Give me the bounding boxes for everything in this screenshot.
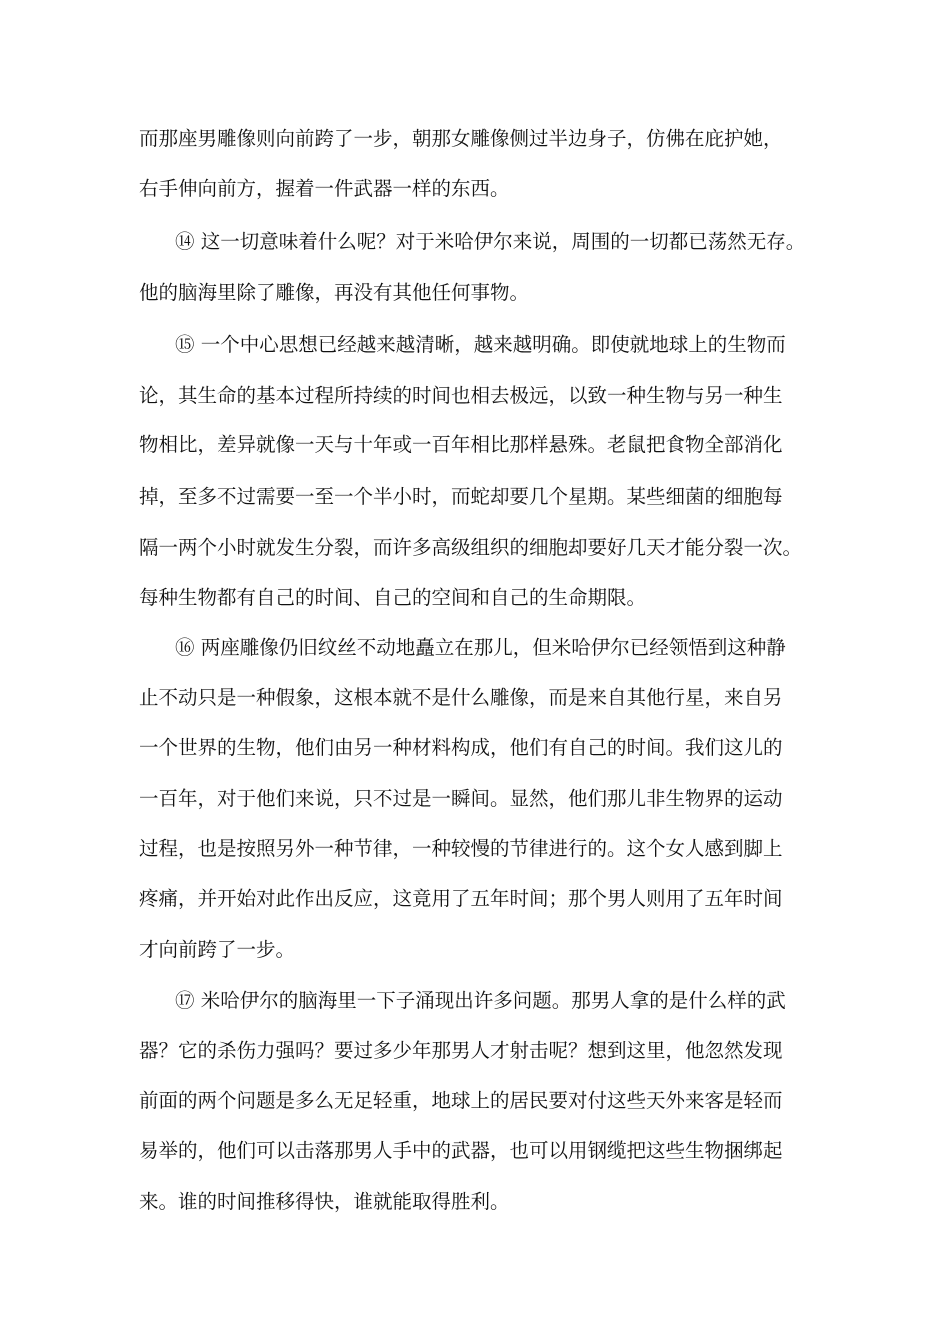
text-line: 他的脑海里除了雕像，再没有其他任何事物。 <box>139 281 530 304</box>
text-line: 论，其生命的基本过程所持续的时间也相去极远，以致一种生物与另一种生 <box>139 384 783 407</box>
text-line: 而那座男雕像则向前跨了一步，朝那女雕像侧过半边身子，仿佛在庇护她， <box>139 127 783 150</box>
text-line: 来。谁的时间推移得快，谁就能取得胜利。 <box>139 1190 510 1213</box>
text-line: 一百年，对于他们来说，只不过是一瞬间。显然，他们那儿非生物界的运动 <box>139 787 783 810</box>
text-line: ⑭ 这一切意味着什么呢？对于米哈伊尔来说，周围的一切都已荡然无存。 <box>175 230 806 253</box>
text-line: 疼痛，并开始对此作出反应，这竟用了五年时间；那个男人则用了五年时间 <box>139 887 783 910</box>
text-line: 器？它的杀伤力强吗？要过多少年那男人才射击呢？想到这里，他忽然发现 <box>139 1039 783 1062</box>
text-line: 每种生物都有自己的时间、自己的空间和自己的生命期限。 <box>139 586 647 609</box>
text-line: 右手伸向前方，握着一件武器一样的东西。 <box>139 177 510 200</box>
text-line: 才向前跨了一步。 <box>139 938 296 961</box>
text-line: 易举的，他们可以击落那男人手中的武器，也可以用钢缆把这些生物捆绑起 <box>139 1139 783 1162</box>
text-line: 物相比，差异就像一天与十年或一百年相比那样悬殊。老鼠把食物全部消化 <box>139 433 783 456</box>
text-line: ⑮ 一个中心思想已经越来越清晰，越来越明确。即使就地球上的生物而 <box>175 333 786 356</box>
text-line: 前面的两个问题是多么无足轻重，地球上的居民要对付这些天外来客是轻而 <box>139 1089 783 1112</box>
text-line: 止不动只是一种假象，这根本就不是什么雕像，而是来自其他行星，来自另 <box>139 686 783 709</box>
text-line: ⑯ 两座雕像仍旧纹丝不动地矗立在那儿，但米哈伊尔已经领悟到这种静 <box>175 636 786 659</box>
text-line: 一个世界的生物，他们由另一种材料构成，他们有自己的时间。我们这儿的 <box>139 736 783 759</box>
text-line: 隔一两个小时就发生分裂，而许多高级组织的细胞却要好几天才能分裂一次。 <box>139 536 803 559</box>
text-line: 掉，至多不过需要一至一个半小时，而蛇却要几个星期。某些细菌的细胞每 <box>139 485 783 508</box>
text-line: ⑰ 米哈伊尔的脑海里一下子涌现出许多问题。那男人拿的是什么样的武 <box>175 989 786 1012</box>
text-line: 过程，也是按照另外一种节律，一种较慢的节律进行的。这个女人感到脚上 <box>139 837 783 860</box>
